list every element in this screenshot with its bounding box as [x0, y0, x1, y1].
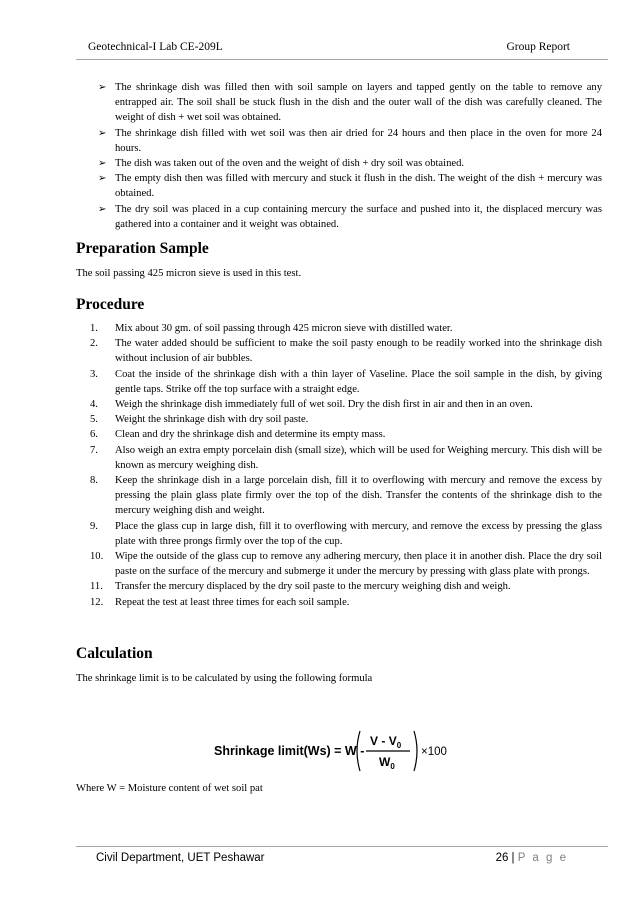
bullet-item: ➢ The shrinkage dish filled with wet soil was then air dried for 24 hours and then place in the oven for more 24 hours. [98, 127, 602, 154]
preparation-text: The soil passing 425 micron sieve is used in this test. [76, 268, 302, 280]
formula-right-paren [414, 731, 417, 771]
bullet-item: ➢ The dry soil was placed in a cup containing mercury the surface and pushed into it, the displaced mercury was gathered into a container and it weight was obtained. [98, 203, 602, 230]
procedure-step: 1. Mix about 30 gm. of soil passing through 425 micron sieve with distilled water. [90, 323, 453, 335]
formula-v0: V [388, 734, 397, 748]
procedure-step: 10. Wipe the outside of the glass cup to remove any adhering mercury, then place it in another dish. Place the dry soil paste on the surface of the mercury and submerge it under the mercury by pressing with glass plate with prongs. [90, 551, 602, 578]
procedure-step: 3. Coat the inside of the shrinkage dish with a thin layer of Vaseline. Place the soil sample in the dish, by giving gentle taps. Strike off the top surface with a straight edge. [90, 368, 602, 395]
procedure-step: 11. Transfer the mercury displaced by the dry soil paste to the mercury weighing dish and weigh. [90, 581, 511, 593]
formula-lhs: Shrinkage limit(Ws) = W - [214, 744, 365, 758]
calculation-heading: Calculation [76, 644, 153, 662]
page-number: 26 | P a g e [495, 852, 568, 864]
arrow-bullet-icon: ➢ [98, 82, 107, 93]
shrinkage-limit-formula [212, 727, 454, 775]
formula-sub-w0: 0 [390, 762, 395, 771]
procedure-steps [76, 321, 602, 610]
footer-left: Civil Department, UET Peshawar [96, 852, 265, 864]
header-right: Group Report [506, 41, 570, 53]
calculation-text: The shrinkage limit is to be calculated by using the following formula [76, 672, 373, 684]
footer-rule [76, 846, 608, 847]
arrow-bullet-icon: ➢ [98, 127, 107, 139]
bullet-item: ➢ The dish was taken out of the oven and the weight of dish + dry soil was obtained. [76, 156, 602, 171]
formula-minus: - [378, 734, 389, 748]
bullet-item: ➢ The shrinkage dish was filled then with soil sample on layers and tapped gently on the table to remove any entrapped air. The soil shall be stuck flush in the dish and the outer wall of the dish was carefully cleaned. The weight of dish + wet soil was obtained. [98, 82, 602, 124]
where-text: Where W = Moisture content of wet soil pat [76, 783, 263, 794]
procedure-step: 7. Also weigh an extra empty porcelain dish (small size), which will be used for Weighing mercury. This dish will be known as mercury weighing dish. [90, 444, 602, 471]
svg-text:W0 [379, 755, 395, 771]
procedure-step: 8. Keep the shrinkage dish in a large porcelain dish, fill it to overflowing with mercury and remove the excess by pressing the plain glass plate firmly over the top of the dish. Transfer the contents of the shrinkage dish to the mercury weighing dish and weight. [90, 475, 602, 517]
preparation-heading: Preparation Sample [76, 240, 209, 258]
bullet-list [76, 80, 602, 232]
procedure-step: 9. Place the glass cup in large dish, fill it to overflowing with mercury, and remove the excess by pressing the glass plate with three prongs firmly over the top of the cup. [90, 520, 602, 547]
procedure-step: 6. Clean and dry the shrinkage dish and determine its empty mass. [90, 429, 386, 441]
procedure-step: 4. Weigh the shrinkage dish immediately full of wet soil. Dry the dish first in air and then in an oven. [90, 399, 533, 411]
page-footer [96, 852, 568, 864]
formula-times-100: ×100 [421, 746, 447, 758]
page-content [76, 80, 602, 686]
arrow-bullet-icon: ➢ [98, 173, 107, 185]
header-left: Geotechnical-I Lab CE-209L [88, 41, 223, 53]
procedure-step: 2. The water added should be sufficient to make the soil pasty enough to be readily worked into the shrinkage dish without inclusion of air bubbles. [90, 338, 602, 365]
page-header [88, 41, 570, 53]
procedure-step: 5. Weight the shrinkage dish with dry soil paste. [90, 414, 309, 426]
formula-v: V [370, 734, 379, 748]
bullet-item: ➢ The empty dish then was filled with mercury and stuck it flush in the dish. The weight of the dish + mercury was obtained. [98, 173, 602, 200]
header-rule [76, 59, 608, 60]
svg-text:V - V0 [370, 734, 402, 750]
procedure-step: 12. Repeat the test at least three times for each soil sample. [90, 596, 350, 608]
formula-w0: W [379, 755, 391, 769]
procedure-heading: Procedure [76, 296, 145, 314]
arrow-bullet-icon: ➢ [98, 203, 107, 215]
arrow-bullet-icon: ➢ [98, 158, 107, 170]
formula-sub-v0: 0 [396, 741, 402, 750]
